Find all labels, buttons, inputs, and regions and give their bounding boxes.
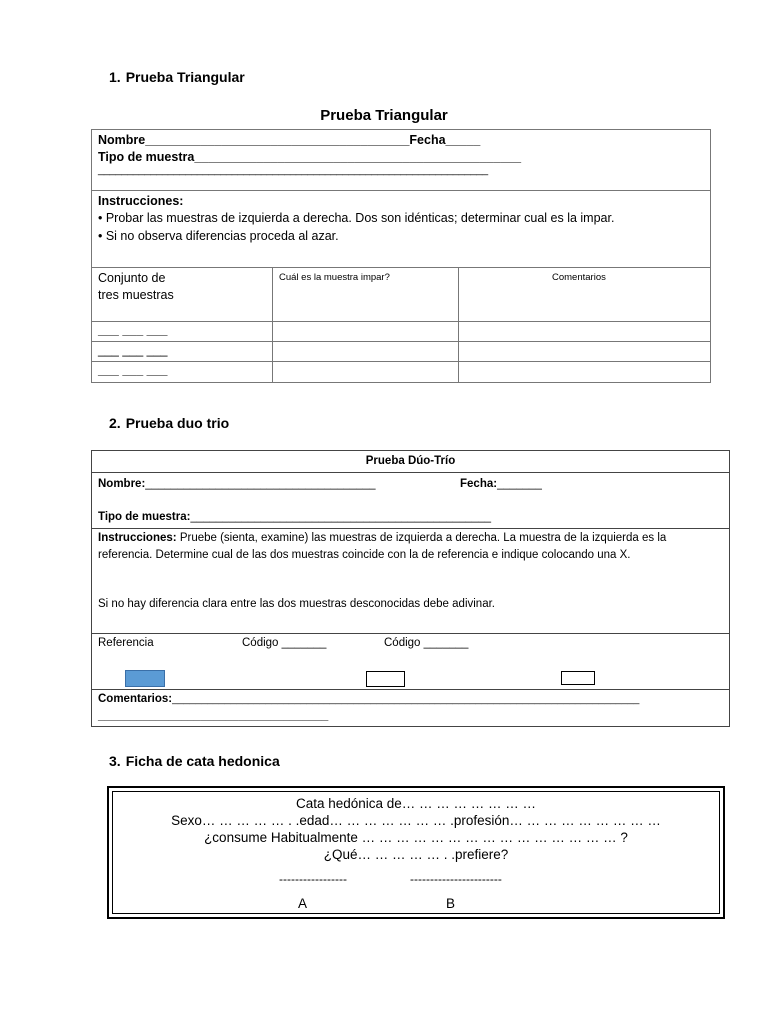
fecha-field[interactable] xyxy=(460,478,542,490)
instrucciones-label: Instrucciones: xyxy=(98,532,177,544)
divider xyxy=(92,267,710,268)
fecha-label: Fecha: xyxy=(460,478,498,490)
row-divider xyxy=(92,321,710,322)
divider xyxy=(92,633,729,634)
divider xyxy=(92,472,729,473)
guess-note: Si no hay diferencia clara entre las dos muestras desconocidas debe adivinar. xyxy=(98,598,495,610)
section-title-text: Ficha de cata hedonica xyxy=(125,753,280,769)
codigo-2[interactable]: Código _______ xyxy=(384,637,469,649)
section-number: 3. xyxy=(109,753,121,769)
instrucciones-label: Instrucciones: xyxy=(98,194,184,208)
hedonic-tasting-card xyxy=(107,786,725,919)
blank-line: ___________________________________________________________________ xyxy=(98,164,488,176)
nombre-fecha-line[interactable]: Nombre______________________________________Fecha_____ xyxy=(98,133,481,147)
codigo-1[interactable]: Código _______ xyxy=(242,637,327,649)
section-3-title xyxy=(109,753,280,769)
consume-habitualmente-line[interactable]: ¿consume Habitualmente … … … … … … … … … … … … … … … ? xyxy=(204,830,628,845)
section-number: 2. xyxy=(109,415,121,431)
instrucciones-text: Pruebe (sienta, examine) las muestras de izquierda a derecha. La muestra de la izquierda es la referencia. Determine cual de las dos muestras coincide con la de referencia e indique colocando una X. xyxy=(98,532,667,561)
column-divider xyxy=(458,267,459,382)
divider xyxy=(92,528,729,529)
tipo-muestra-field[interactable] xyxy=(98,511,491,523)
col-header-conjunto-1: Conjunto de xyxy=(98,271,166,285)
reference-sample-box xyxy=(125,670,165,687)
label-a: A xyxy=(298,896,308,911)
sample-1-checkbox[interactable] xyxy=(366,671,405,687)
nombre-line: ____________________________________ xyxy=(145,478,376,490)
instruction-bullet-2: • Si no observa diferencias proceda al azar. xyxy=(98,229,339,243)
section-number: 1. xyxy=(109,69,121,85)
duo-trio-form-heading: Prueba Dúo-Trío xyxy=(365,455,456,467)
answer-line-b[interactable]: ----------------------- xyxy=(410,872,502,886)
section-title-text: Prueba duo trio xyxy=(125,415,230,431)
divider xyxy=(92,190,710,191)
instructions-paragraph xyxy=(98,530,723,564)
sample-2-checkbox[interactable] xyxy=(561,671,595,685)
comentarios-field[interactable] xyxy=(98,693,639,705)
label-b: B xyxy=(446,896,456,911)
sample-set-row[interactable]: ___ ___ ___ xyxy=(98,323,168,337)
tipo-line: _______________________________________________ xyxy=(190,511,492,523)
tipo-muestra-line[interactable]: Tipo de muestra_______________________________________________ xyxy=(98,150,522,164)
col-header-impar: Cuál es la muestra impar? xyxy=(279,272,390,283)
answer-line-a[interactable]: ----------------- xyxy=(279,872,347,886)
col-header-conjunto-2: tres muestras xyxy=(98,288,174,302)
column-divider xyxy=(272,267,273,382)
duo-trio-form xyxy=(91,450,730,727)
comentarios-label: Comentarios: xyxy=(98,693,173,705)
section-2-title xyxy=(109,415,229,431)
section-title-text: Prueba Triangular xyxy=(125,69,245,85)
divider xyxy=(92,689,729,690)
comentarios-line-2[interactable]: ____________________________________ xyxy=(98,710,329,722)
instruction-bullet-1: • Probar las muestras de izquierda a derecha. Dos son idénticas; determinar cual es la impar. xyxy=(98,211,615,225)
tipo-label: Tipo de muestra: xyxy=(98,511,191,523)
sample-set-row[interactable]: ___ ___ ___ xyxy=(98,343,168,357)
sample-set-row[interactable]: ___ ___ ___ xyxy=(98,363,168,377)
cata-hedonica-line[interactable]: Cata hedónica de… … … … … … … … xyxy=(295,796,537,811)
row-divider xyxy=(92,361,710,362)
col-header-comentarios: Comentarios xyxy=(552,272,606,283)
section-1-title xyxy=(109,69,245,85)
triangular-form-heading: Prueba Triangular xyxy=(320,107,448,124)
row-divider xyxy=(92,341,710,342)
hedonic-card-inner-border xyxy=(112,791,720,914)
sexo-edad-profesion-line[interactable]: Sexo… … … … … . .edad… … … … … … … .profesión… … … … … … … … … xyxy=(171,813,661,828)
que-prefiere-line[interactable]: ¿Qué… … … … … . .prefiere? xyxy=(323,847,509,862)
nombre-field[interactable] xyxy=(98,478,376,490)
nombre-label: Nombre: xyxy=(98,478,146,490)
triangular-form xyxy=(91,129,711,383)
comentarios-line: ________________________________________________________________________________ xyxy=(172,693,640,705)
referencia-label: Referencia xyxy=(98,637,154,649)
fecha-line: _______ xyxy=(497,478,542,490)
